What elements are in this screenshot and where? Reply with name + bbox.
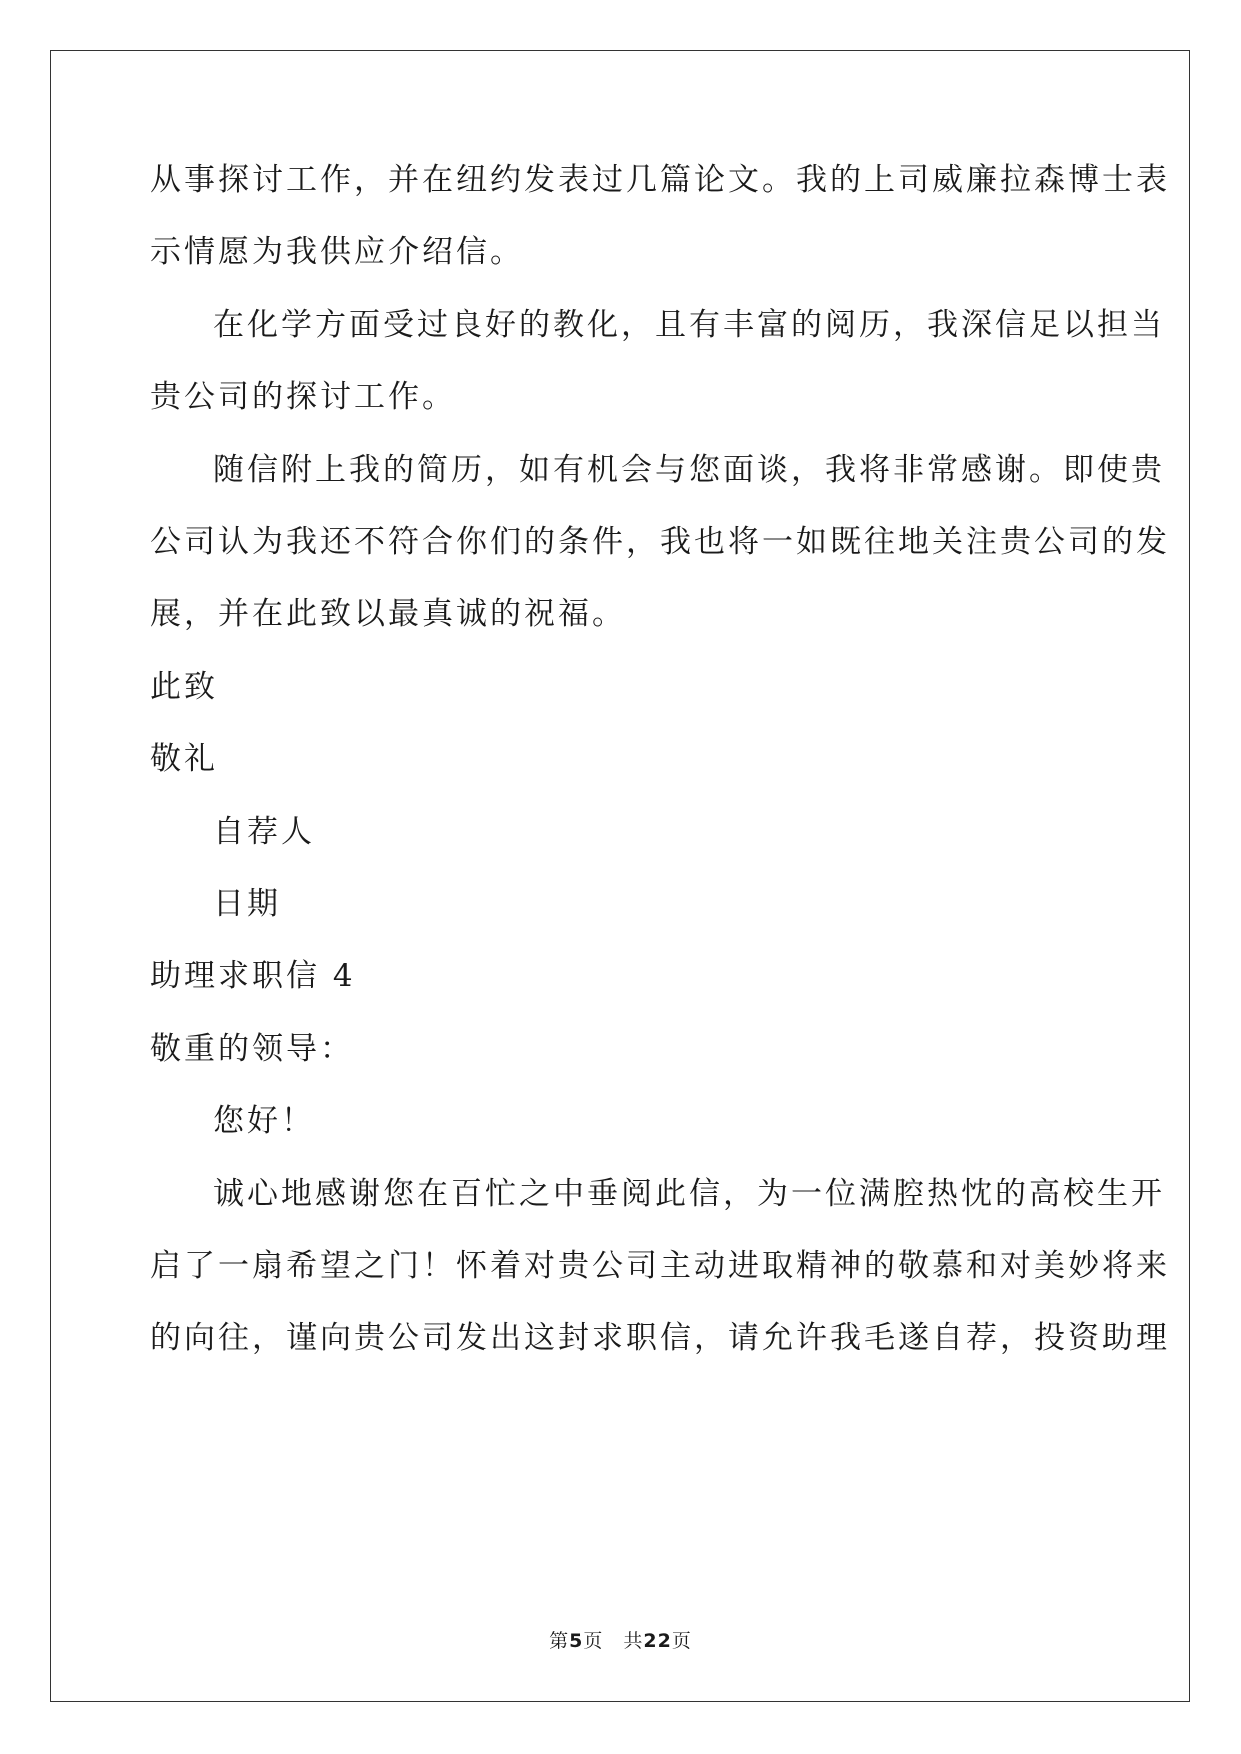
total-pages: 22 bbox=[643, 1630, 672, 1652]
text-line: 启了一扇希望之门！怀着对贵公司主动进取精神的敬慕和对美妙将来 bbox=[150, 1248, 1170, 1284]
text-line: 的向往，谨向贵公司发出这封求职信，请允许我毛遂自荐，投资助理 bbox=[150, 1320, 1170, 1356]
greeting: 敬重的领导： bbox=[150, 1031, 354, 1067]
closing-salutation: 此致 bbox=[150, 669, 218, 705]
greeting-hello: 您好！ bbox=[213, 1103, 315, 1139]
section-heading: 助理求职信 4 bbox=[150, 958, 356, 994]
text-line: 公司认为我还不符合你们的条件，我也将一如既往地关注贵公司的发 bbox=[150, 524, 1170, 560]
signature-label: 自荐人 bbox=[213, 814, 315, 850]
date-label: 日期 bbox=[213, 886, 281, 922]
total-prefix: 共 bbox=[623, 1630, 644, 1652]
text-line: 在化学方面受过良好的教化，且有丰富的阅历，我深信足以担当 bbox=[213, 307, 1165, 343]
page-suffix: 页 bbox=[583, 1630, 604, 1652]
page-frame bbox=[50, 50, 1190, 1702]
text-line: 随信附上我的简历，如有机会与您面谈，我将非常感谢。即使贵 bbox=[213, 452, 1165, 488]
page-prefix: 第 bbox=[549, 1630, 570, 1652]
text-line: 诚心地感谢您在百忙之中垂阅此信，为一位满腔热忱的高校生开 bbox=[213, 1176, 1165, 1212]
total-suffix: 页 bbox=[671, 1630, 692, 1652]
page-number: 5 bbox=[569, 1630, 584, 1652]
text-line: 贵公司的探讨工作。 bbox=[150, 379, 456, 415]
closing-regards: 敬礼 bbox=[150, 741, 218, 777]
text-line: 展，并在此致以最真诚的祝福。 bbox=[150, 596, 626, 632]
text-line: 示情愿为我供应介绍信。 bbox=[150, 234, 524, 270]
text-line: 从事探讨工作，并在纽约发表过几篇论文。我的上司威廉拉森博士表 bbox=[150, 162, 1170, 198]
page-footer bbox=[0, 1626, 1241, 1653]
